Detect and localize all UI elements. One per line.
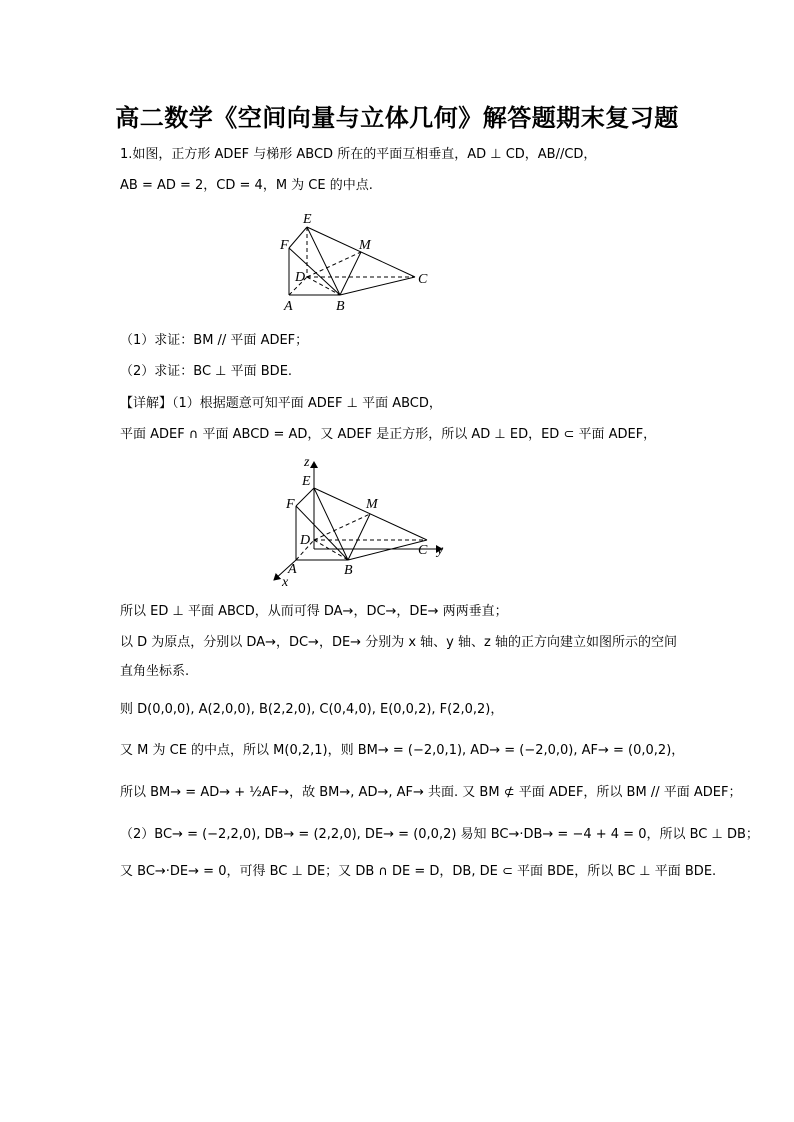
solution-line-7: 又 M 为 CE 的中点，所以 M(0,2,1)，则 BM→ = (−2,0,1), AD→ = (−2,0,0), AF→ = (0,0,2)， xyxy=(120,743,685,758)
label-E: E xyxy=(302,474,311,489)
solution-line-1: 【详解】（1）根据题意可知平面 ADEF ⊥ 平面 ABCD， xyxy=(120,396,442,411)
label-A: A xyxy=(284,299,293,314)
question-2: （2）求证：BC ⊥ 平面 BDE. xyxy=(120,364,293,379)
solution-line-8: 所以 BM→ = AD→ + ½AF→，故 BM→, AD→, AF→ 共面. 又 BM ⊄ 平面 ADEF，所以 BM // 平面 ADEF； xyxy=(120,785,742,800)
axis-label-x: x xyxy=(282,575,289,590)
label-D: D xyxy=(295,270,306,285)
problem-statement-line-1: 1.如图，正方形 ADEF 与梯形 ABCD 所在的平面互相垂直，AD ⊥ CD，AB//CD， xyxy=(120,147,597,162)
label-D: D xyxy=(300,533,311,548)
question-1: （1）求证：BM // 平面 ADEF； xyxy=(120,333,309,348)
label-M: M xyxy=(366,497,378,512)
axis-label-y: y xyxy=(437,543,444,558)
solution-line-3: 所以 ED ⊥ 平面 ABCD，从而可得 DA→，DC→，DE→ 两两垂直； xyxy=(120,604,508,619)
page-title: 高二数学《空间向量与立体几何》解答题期末复习题 xyxy=(115,104,679,132)
solution-line-4: 以 D 为原点，分别以 DA→，DC→，DE→ 分别为 x 轴、y 轴、z 轴的正方向建立如图所示的空间 xyxy=(120,635,677,650)
label-C: C xyxy=(418,543,428,558)
label-B: B xyxy=(336,299,345,314)
label-A: A xyxy=(288,562,297,577)
geometry-figure-1 xyxy=(270,205,440,317)
label-C: C xyxy=(418,272,428,287)
solution-line-10: 又 BC→·DE→ = 0，可得 BC ⊥ DE；又 DB ∩ DE = D，DB, DE ⊂ 平面 BDE，所以 BC ⊥ 平面 BDE. xyxy=(120,864,717,879)
geometry-figure-2-coordinate-system xyxy=(262,452,457,590)
label-E: E xyxy=(303,212,312,227)
problem-statement-line-2: AB = AD = 2，CD = 4，M 为 CE 的中点. xyxy=(120,178,373,193)
solution-line-2: 平面 ADEF ∩ 平面 ABCD = AD，又 ADEF 是正方形，所以 AD ⊥ ED，ED ⊂ 平面 ADEF， xyxy=(120,427,657,442)
solution-line-9: （2）BC→ = (−2,2,0), DB→ = (2,2,0), DE→ = (0,0,2) 易知 BC→·DB→ = −4 + 4 = 0，所以 BC ⊥ DB； xyxy=(120,827,759,842)
axis-label-z: z xyxy=(304,455,310,470)
label-B: B xyxy=(344,563,353,578)
label-F: F xyxy=(286,497,295,512)
solution-line-6: 则 D(0,0,0), A(2,0,0), B(2,2,0), C(0,4,0), E(0,0,2), F(2,0,2)， xyxy=(120,702,504,717)
label-M: M xyxy=(359,238,371,253)
label-F: F xyxy=(280,238,289,253)
solution-line-5: 直角坐标系. xyxy=(120,664,190,679)
